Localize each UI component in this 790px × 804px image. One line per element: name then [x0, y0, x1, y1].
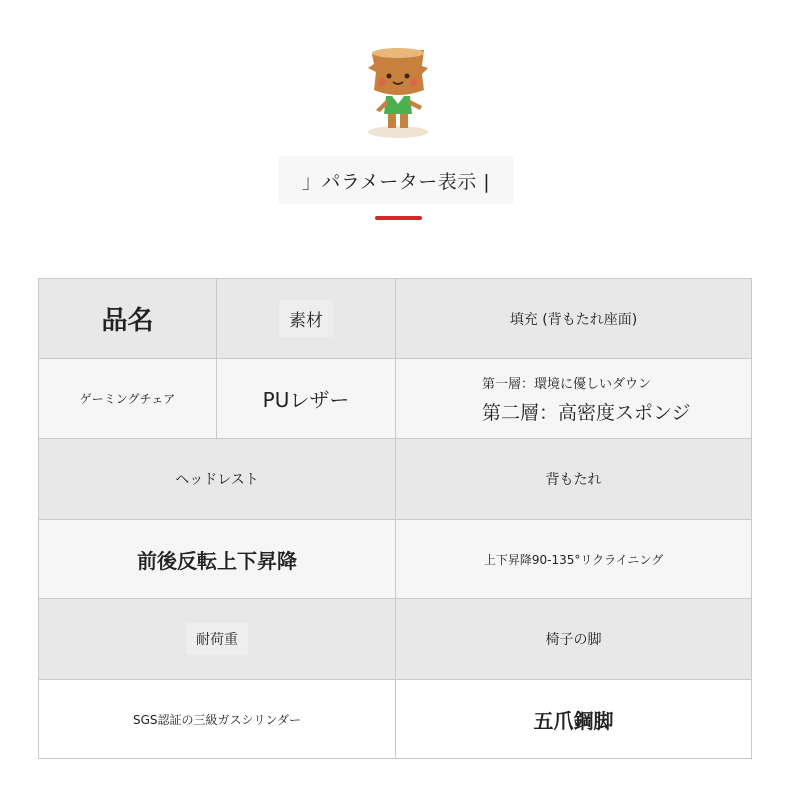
tree-stump-mascot-icon	[358, 44, 438, 140]
material-value-cell	[217, 359, 396, 439]
backrest-value-cell	[396, 520, 751, 599]
load-header-cell	[39, 599, 396, 680]
filling-layer-1: 第一層：環境に優しいダウン	[482, 376, 652, 392]
parameter-table	[38, 278, 752, 759]
backrest-value: 上下昇降90-135°リクライニング	[483, 552, 664, 567]
legs-header-cell	[396, 599, 751, 680]
backrest-header-cell	[396, 439, 751, 520]
product-name-header-cell	[39, 279, 217, 359]
material-header-cell	[217, 279, 396, 359]
legs-value: 五爪鋼脚	[533, 708, 614, 733]
filling-header: 填充 (背もたれ座面)	[509, 311, 638, 328]
headrest-value-cell	[39, 520, 396, 599]
title-underline-accent	[375, 216, 422, 220]
material-value: PUレザー	[262, 388, 350, 412]
legs-header: 椅子の脚	[545, 632, 602, 648]
product-name-value-cell	[39, 359, 217, 439]
legs-value-cell	[396, 680, 751, 758]
backrest-header: 背もたれ	[545, 472, 602, 488]
filling-value-cell	[396, 359, 751, 439]
section-title	[278, 156, 514, 204]
section-title-text: 」パラメーター表示 |	[301, 170, 491, 193]
product-name-header: 品名	[101, 306, 154, 336]
filling-header-cell	[396, 279, 751, 359]
headrest-header: ヘッドレスト	[175, 472, 259, 488]
load-value-cell	[39, 680, 396, 758]
product-name-value: ゲーミングチェア	[79, 392, 176, 406]
filling-layer-2: 第二層：高密度スポンジ	[482, 401, 691, 424]
load-header: 耐荷重	[186, 623, 248, 655]
headrest-header-cell	[39, 439, 396, 520]
headrest-value: 前後反転上下昇降	[137, 548, 297, 573]
material-header: 素材	[279, 300, 333, 337]
load-value: SGS認証の三級ガスシリンダー	[132, 712, 302, 727]
